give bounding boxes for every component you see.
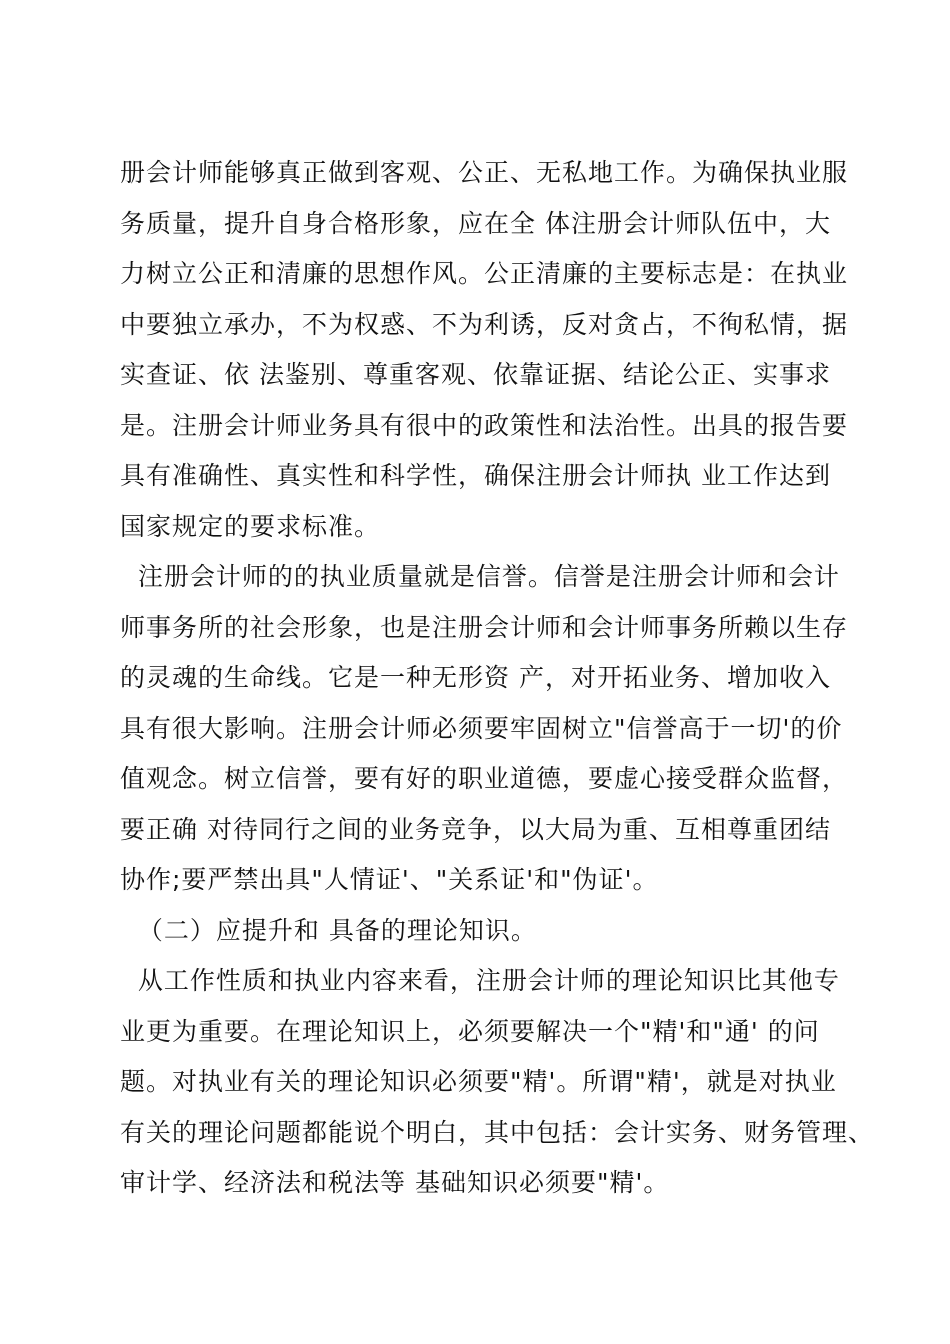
text-line: 要正确 对待同行之间的业务竞争，以大局为重、互相尊重团结 xyxy=(120,814,831,844)
text-line: 协作;要严禁出具"人情证'、"关系证'和"伪证'。 xyxy=(120,865,659,894)
text-line: 业更为重要。在理论知识上，必须要解决一个"精'和"通' 的问 xyxy=(120,1016,820,1046)
text-line: 题。对执业有关的理论知识必须要"精'。所谓"精'，就是对执业 xyxy=(120,1067,837,1096)
text-line: 有关的理论问题都能说个明白，其中包括：会计实务、财务管理、 xyxy=(120,1117,875,1147)
text-line: 中要独立承办，不为权惑、不为利诱，反对贪占，不徇私情，据 xyxy=(120,309,849,339)
text-line: 实查证、依 法鉴别、尊重客观、依靠证据、结论公正、实事求 xyxy=(120,360,831,389)
text-line: 具有准确性、真实性和科学性，确保注册会计师执 业工作达到 xyxy=(120,461,831,490)
text-line: 的灵魂的生命线。它是一种无形资 产，对开拓业务、增加收入 xyxy=(120,663,831,692)
text-line: 具有很大影响。注册会计师必须要牢固树立"信誉高于一切'的价 xyxy=(120,713,843,743)
text-line: 力树立公正和清廉的思想作风。公正清廉的主要标志是：在执业 xyxy=(120,259,849,288)
text-line: 务质量，提升自身合格形象，应在全 体注册会计师队伍中，大 xyxy=(120,208,831,238)
text-line: 值观念。树立信誉，要有好的职业道德，要虚心接受群众监督， xyxy=(120,764,849,793)
text-line: 是。注册会计师业务具有很中的政策性和法治性。出具的报告要 xyxy=(120,410,849,440)
text-line: 师事务所的社会形象，也是注册会计师和会计师事务所赖以生存 xyxy=(120,612,849,642)
text-line: 审计学、经济法和税法等 基础知识必须要"精'。 xyxy=(120,1168,670,1197)
body-text xyxy=(120,148,875,1209)
section-heading: （二）应提升和 具备的理论知识。 xyxy=(120,915,537,945)
text-line: 注册会计师的的执业质量就是信誉。信誉是注册会计师和会计 xyxy=(120,562,840,591)
text-line: 从工作性质和执业内容来看，注册会计师的理论知识比其他专 xyxy=(120,966,840,995)
text-line: 册会计师能够真正做到客观、公正、无私地工作。为确保执业服 xyxy=(120,158,849,187)
text-line: 国家规定的要求标准。 xyxy=(120,511,381,541)
